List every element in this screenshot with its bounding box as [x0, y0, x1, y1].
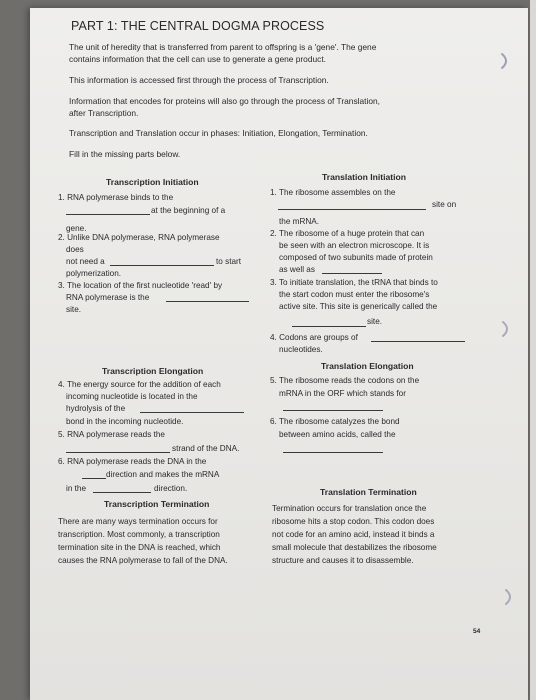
- transcription-q6-line1: 6. RNA polymerase reads the DNA in the: [58, 457, 207, 466]
- chevron-right-icon: [500, 320, 514, 343]
- translation-termination-line4: small molecule that destabilizes the ribosome: [272, 543, 437, 552]
- translation-q4-line2: nucleotides.: [279, 345, 323, 354]
- transcription-q2-line2: does: [66, 245, 84, 254]
- translation-q3-line3: active site. This site is generically called the: [279, 302, 438, 311]
- chevron-right-icon: [499, 52, 513, 75]
- transcription-q6-line2: direction and makes the mRNA: [106, 470, 220, 479]
- translation-q3-line1: 3. To initiate translation, the tRNA that binds to: [270, 278, 438, 287]
- translation-termination-line2: ribosome hits a stop codon. This codon does: [272, 517, 435, 526]
- transcription-q1-line1: 1. RNA polymerase binds to the: [58, 193, 174, 202]
- transcription-initiation-heading: Transcription Initiation: [106, 177, 199, 187]
- intro-p1-line2: contains information that the cell can use to generate a gene product.: [69, 54, 326, 64]
- transcription-q6-blank-2[interactable]: [93, 492, 151, 493]
- transcription-q3-blank[interactable]: [166, 301, 249, 302]
- transcription-q6-line3a: in the: [66, 484, 87, 493]
- page-number: 54: [473, 628, 481, 635]
- transcription-q4-line1: 4. The energy source for the addition of each: [58, 380, 221, 389]
- translation-q6-blank[interactable]: [283, 452, 383, 453]
- translation-q5-line2: mRNA in the ORF which stands for: [279, 389, 406, 398]
- transcription-q4-blank[interactable]: [140, 412, 244, 413]
- transcription-termination-line4: causes the RNA polymerase to fall of the DNA.: [58, 556, 228, 565]
- transcription-q5-line1: 5. RNA polymerase reads the: [58, 430, 165, 439]
- transcription-q2-line4: polymerization.: [66, 269, 122, 278]
- transcription-q2-blank[interactable]: [110, 265, 214, 266]
- transcription-q4-line3: hydrolysis of the: [66, 404, 126, 413]
- transcription-q3-line3: site.: [66, 305, 82, 314]
- transcription-termination-line1: There are many ways termination occurs for: [58, 517, 218, 526]
- transcription-q5-blank[interactable]: [66, 452, 170, 453]
- page-edge: [530, 0, 536, 700]
- translation-initiation-heading: Translation Initiation: [322, 172, 407, 182]
- translation-elongation-heading: Translation Elongation: [321, 361, 414, 371]
- translation-q1-line3: the mRNA.: [279, 217, 320, 226]
- translation-q4-blank[interactable]: [371, 341, 465, 342]
- translation-q3-blank[interactable]: [292, 326, 366, 327]
- intro-p4: Transcription and Translation occur in phases: Initiation, Elongation, Termination.: [69, 128, 368, 138]
- translation-q2-line1: 2. The ribosome of a huge protein that can: [270, 229, 425, 238]
- translation-q6-line1: 6. The ribosome catalyzes the bond: [270, 417, 400, 426]
- transcription-q1-blank[interactable]: [66, 214, 150, 215]
- translation-q6-line2: between amino acids, called the: [279, 430, 396, 439]
- transcription-q5-line2: strand of the DNA.: [172, 444, 240, 453]
- transcription-termination-line3: termination site in the DNA is reached, which: [58, 543, 221, 552]
- transcription-q2-line3b: to start: [216, 257, 242, 266]
- translation-q5-line1: 5. The ribosome reads the codons on the: [270, 376, 420, 385]
- translation-q1-line1: 1. The ribosome assembles on the: [270, 188, 396, 197]
- translation-q2-line4: as well as: [279, 265, 315, 274]
- transcription-termination-heading: Transcription Termination: [104, 499, 210, 509]
- translation-q2-blank[interactable]: [322, 273, 382, 274]
- transcription-q6-line3b: direction.: [154, 484, 188, 493]
- page-title: PART 1: THE CENTRAL DOGMA PROCESS: [71, 19, 325, 33]
- translation-q4-line1: 4. Codons are groups of: [270, 333, 358, 342]
- translation-q1-line2: site on: [432, 200, 457, 209]
- chevron-right-icon: [503, 588, 517, 611]
- transcription-q4-line2: incoming nucleotide is located in the: [66, 392, 198, 401]
- translation-termination-line5: structure and causes it to disassemble.: [272, 556, 414, 565]
- transcription-q1-line3: gene.: [66, 224, 87, 233]
- transcription-q2-line3a: not need a: [66, 257, 105, 266]
- translation-termination-line3: not code for an amino acid, instead it binds a: [272, 530, 435, 539]
- intro-p3-line2: after Transcription.: [69, 108, 139, 118]
- transcription-q1-line2: at the beginning of a: [151, 206, 226, 215]
- translation-termination-line1: Termination occurs for translation once the: [272, 504, 427, 513]
- intro-p3-line1: Information that encodes for proteins will also go through the process of Translation,: [69, 96, 380, 106]
- transcription-q3-line1: 3. The location of the first nucleotide 'read' by: [58, 281, 223, 290]
- intro-p1-line1: The unit of heredity that is transferred from parent to offspring is a 'gene'. The gene: [69, 42, 377, 52]
- translation-q2-line2: be seen with an electron microscope. It is: [279, 241, 430, 250]
- transcription-elongation-heading: Transcription Elongation: [102, 366, 204, 376]
- intro-p2: This information is accessed first through the process of Transcription.: [69, 75, 329, 85]
- transcription-q2-line1: 2. Unlike DNA polymerase, RNA polymerase: [58, 233, 220, 242]
- translation-q2-line3: composed of two subunits made of protein: [279, 253, 433, 262]
- transcription-q3-line2: RNA polymerase is the: [66, 293, 150, 302]
- intro-p5: Fill in the missing parts below.: [69, 149, 181, 159]
- translation-q3-line2: the start codon must enter the ribosome's: [279, 290, 430, 299]
- translation-termination-heading: Translation Termination: [320, 487, 417, 497]
- translation-q5-blank[interactable]: [283, 410, 383, 411]
- transcription-q4-line4: bond in the incoming nucleotide.: [66, 417, 184, 426]
- transcription-termination-line2: transcription. Most commonly, a transcription: [58, 530, 220, 539]
- translation-q1-blank[interactable]: [278, 209, 426, 210]
- transcription-q6-blank-1[interactable]: [82, 478, 106, 479]
- translation-q3-line4: site.: [367, 317, 383, 326]
